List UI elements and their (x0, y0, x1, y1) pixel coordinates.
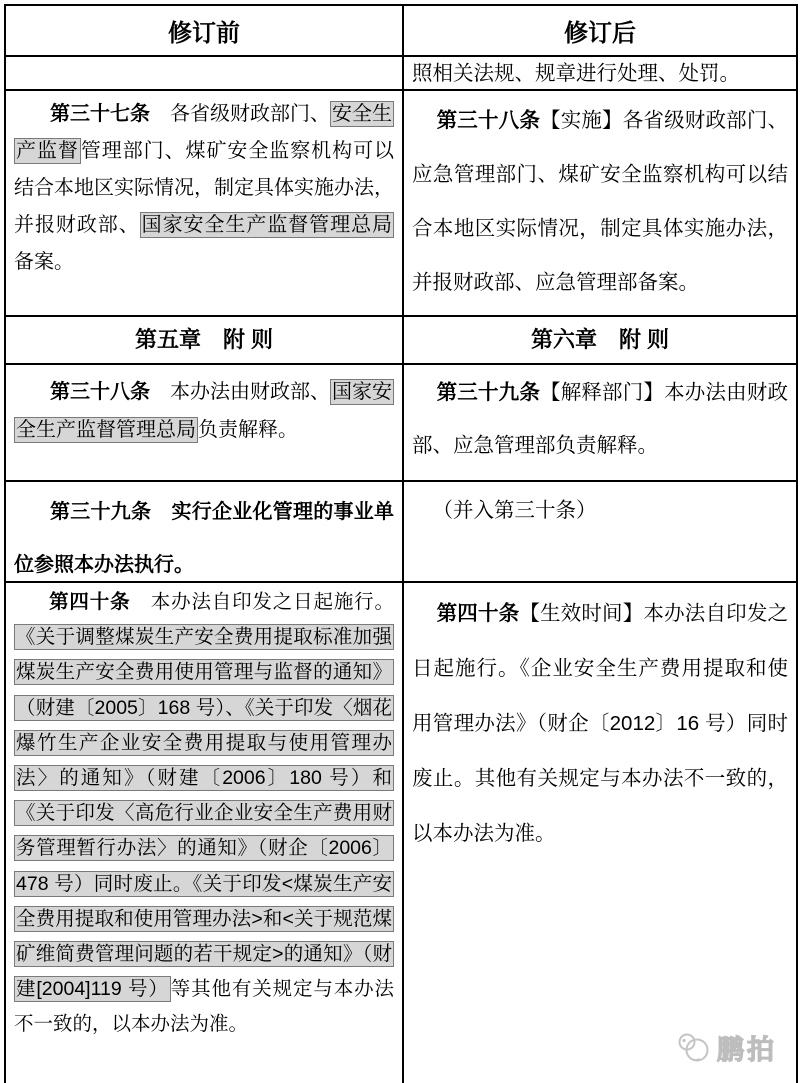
article-number: 第三十八条 (436, 109, 541, 132)
article-number: 第六章 附 则 (530, 327, 670, 352)
table-row (5, 364, 797, 481)
article-number: 第三十七条 (50, 103, 150, 125)
cell-r3-after (403, 316, 797, 364)
highlighted-text: 安全生产监督 (16, 103, 392, 162)
cell-r1-before (5, 56, 403, 90)
column-header-before-label: 修订前 (168, 20, 240, 47)
column-header-after-label: 修订后 (564, 20, 636, 47)
watermark-label: 鹏拍 (717, 1035, 777, 1065)
table-header-row (5, 5, 797, 56)
highlighted-text: 国家安全生产监督管理总局 (141, 214, 393, 236)
body-text: （并入第三十条） (432, 499, 597, 522)
article-number: 第三十八条 (50, 381, 150, 403)
body-text: 本办法自印发之日起施行。《企业安全生产费用提取和使用管理办法》（财企〔2012〕16 号）同时废止。其他有关规定与本办法不一致的，以本办法为准。 (412, 602, 788, 845)
body-text: 本办法由财政部、应急管理部负责解释。 (412, 381, 788, 457)
chapter-header-row (5, 316, 797, 364)
body-text: 本办法由财政部、 (150, 381, 330, 403)
cell-r2-after (403, 90, 797, 316)
body-text: 管理部门、煤矿安全监察机构可以结合本地区实际情况，制定具体实施办法，并报财政部、 (14, 140, 394, 236)
table-row (5, 90, 797, 316)
body-text: 本办法自印发之日起施行。 (130, 591, 394, 613)
body-text: 【解释部门】 (540, 381, 665, 404)
table-row (5, 582, 797, 1083)
cell-r4-after (403, 364, 797, 481)
body-text: 等其他有关规定与本办法不一致的，以本办法为准。 (14, 978, 394, 1036)
camera-bird-icon (676, 1032, 712, 1064)
body-text: 照相关法规、规章进行处理、处罚。 (412, 62, 740, 85)
cell-r6-after (403, 582, 797, 1083)
column-header-after (403, 5, 797, 56)
article-number: 第四十条 (436, 602, 520, 625)
table-row (5, 56, 797, 90)
body-text: 各省级财政部门、应急管理部门、煤矿安全监察机构可以结合本地区实际情况，制定具体实施办法，并报财政部、应急管理部备案。 (412, 109, 788, 294)
article-number: 第四十条 (49, 591, 131, 613)
body-text: 【实施】 (540, 109, 623, 132)
body-text: 各省级财政部门、 (150, 103, 330, 125)
body-text: 备案。 (14, 251, 74, 273)
table-row (5, 481, 797, 582)
highlighted-text: 国家安全生产监督管理总局 (16, 381, 392, 441)
article-number: 第五章 附 则 (134, 327, 274, 352)
cell-r5-before (5, 481, 403, 582)
cell-r3-before (5, 316, 403, 364)
body-text: 【生效时间】 (519, 602, 644, 625)
highlighted-text: 《关于调整煤炭生产安全费用提取标准加强煤炭生产安全费用使用管理与监督的通知》（财建〔2005〕168 号）、《关于印发〈烟花爆竹生产企业安全费用提取与使用管理办法〉的通知》（财建〔2006〕180 号）和《关于印发〈高危行业企业安全生产费用财务管理暂行办法〉的通知》（财企〔2006〕478 号）同时废止。《关于印发<煤炭生产安全费用提取和使用管理办法>和<关于规范煤矿维简费管理问题的若干规定>的通知》（财建[2004]119 号） (16, 626, 392, 1001)
cell-r1-after (403, 56, 797, 90)
body-text: 负责解释。 (198, 419, 298, 441)
column-header-before (5, 5, 403, 56)
revision-comparison-table (4, 4, 798, 1083)
cell-r6-before (5, 582, 403, 1083)
cell-r4-before (5, 364, 403, 481)
cell-r5-after (403, 481, 797, 582)
pengpai-watermark (676, 1028, 777, 1067)
article-number: 第三十九条 实行企业化管理的事业单位参照本办法执行。 (14, 501, 394, 576)
article-number: 第三十九条 (436, 381, 541, 404)
cell-r2-before (5, 90, 403, 316)
